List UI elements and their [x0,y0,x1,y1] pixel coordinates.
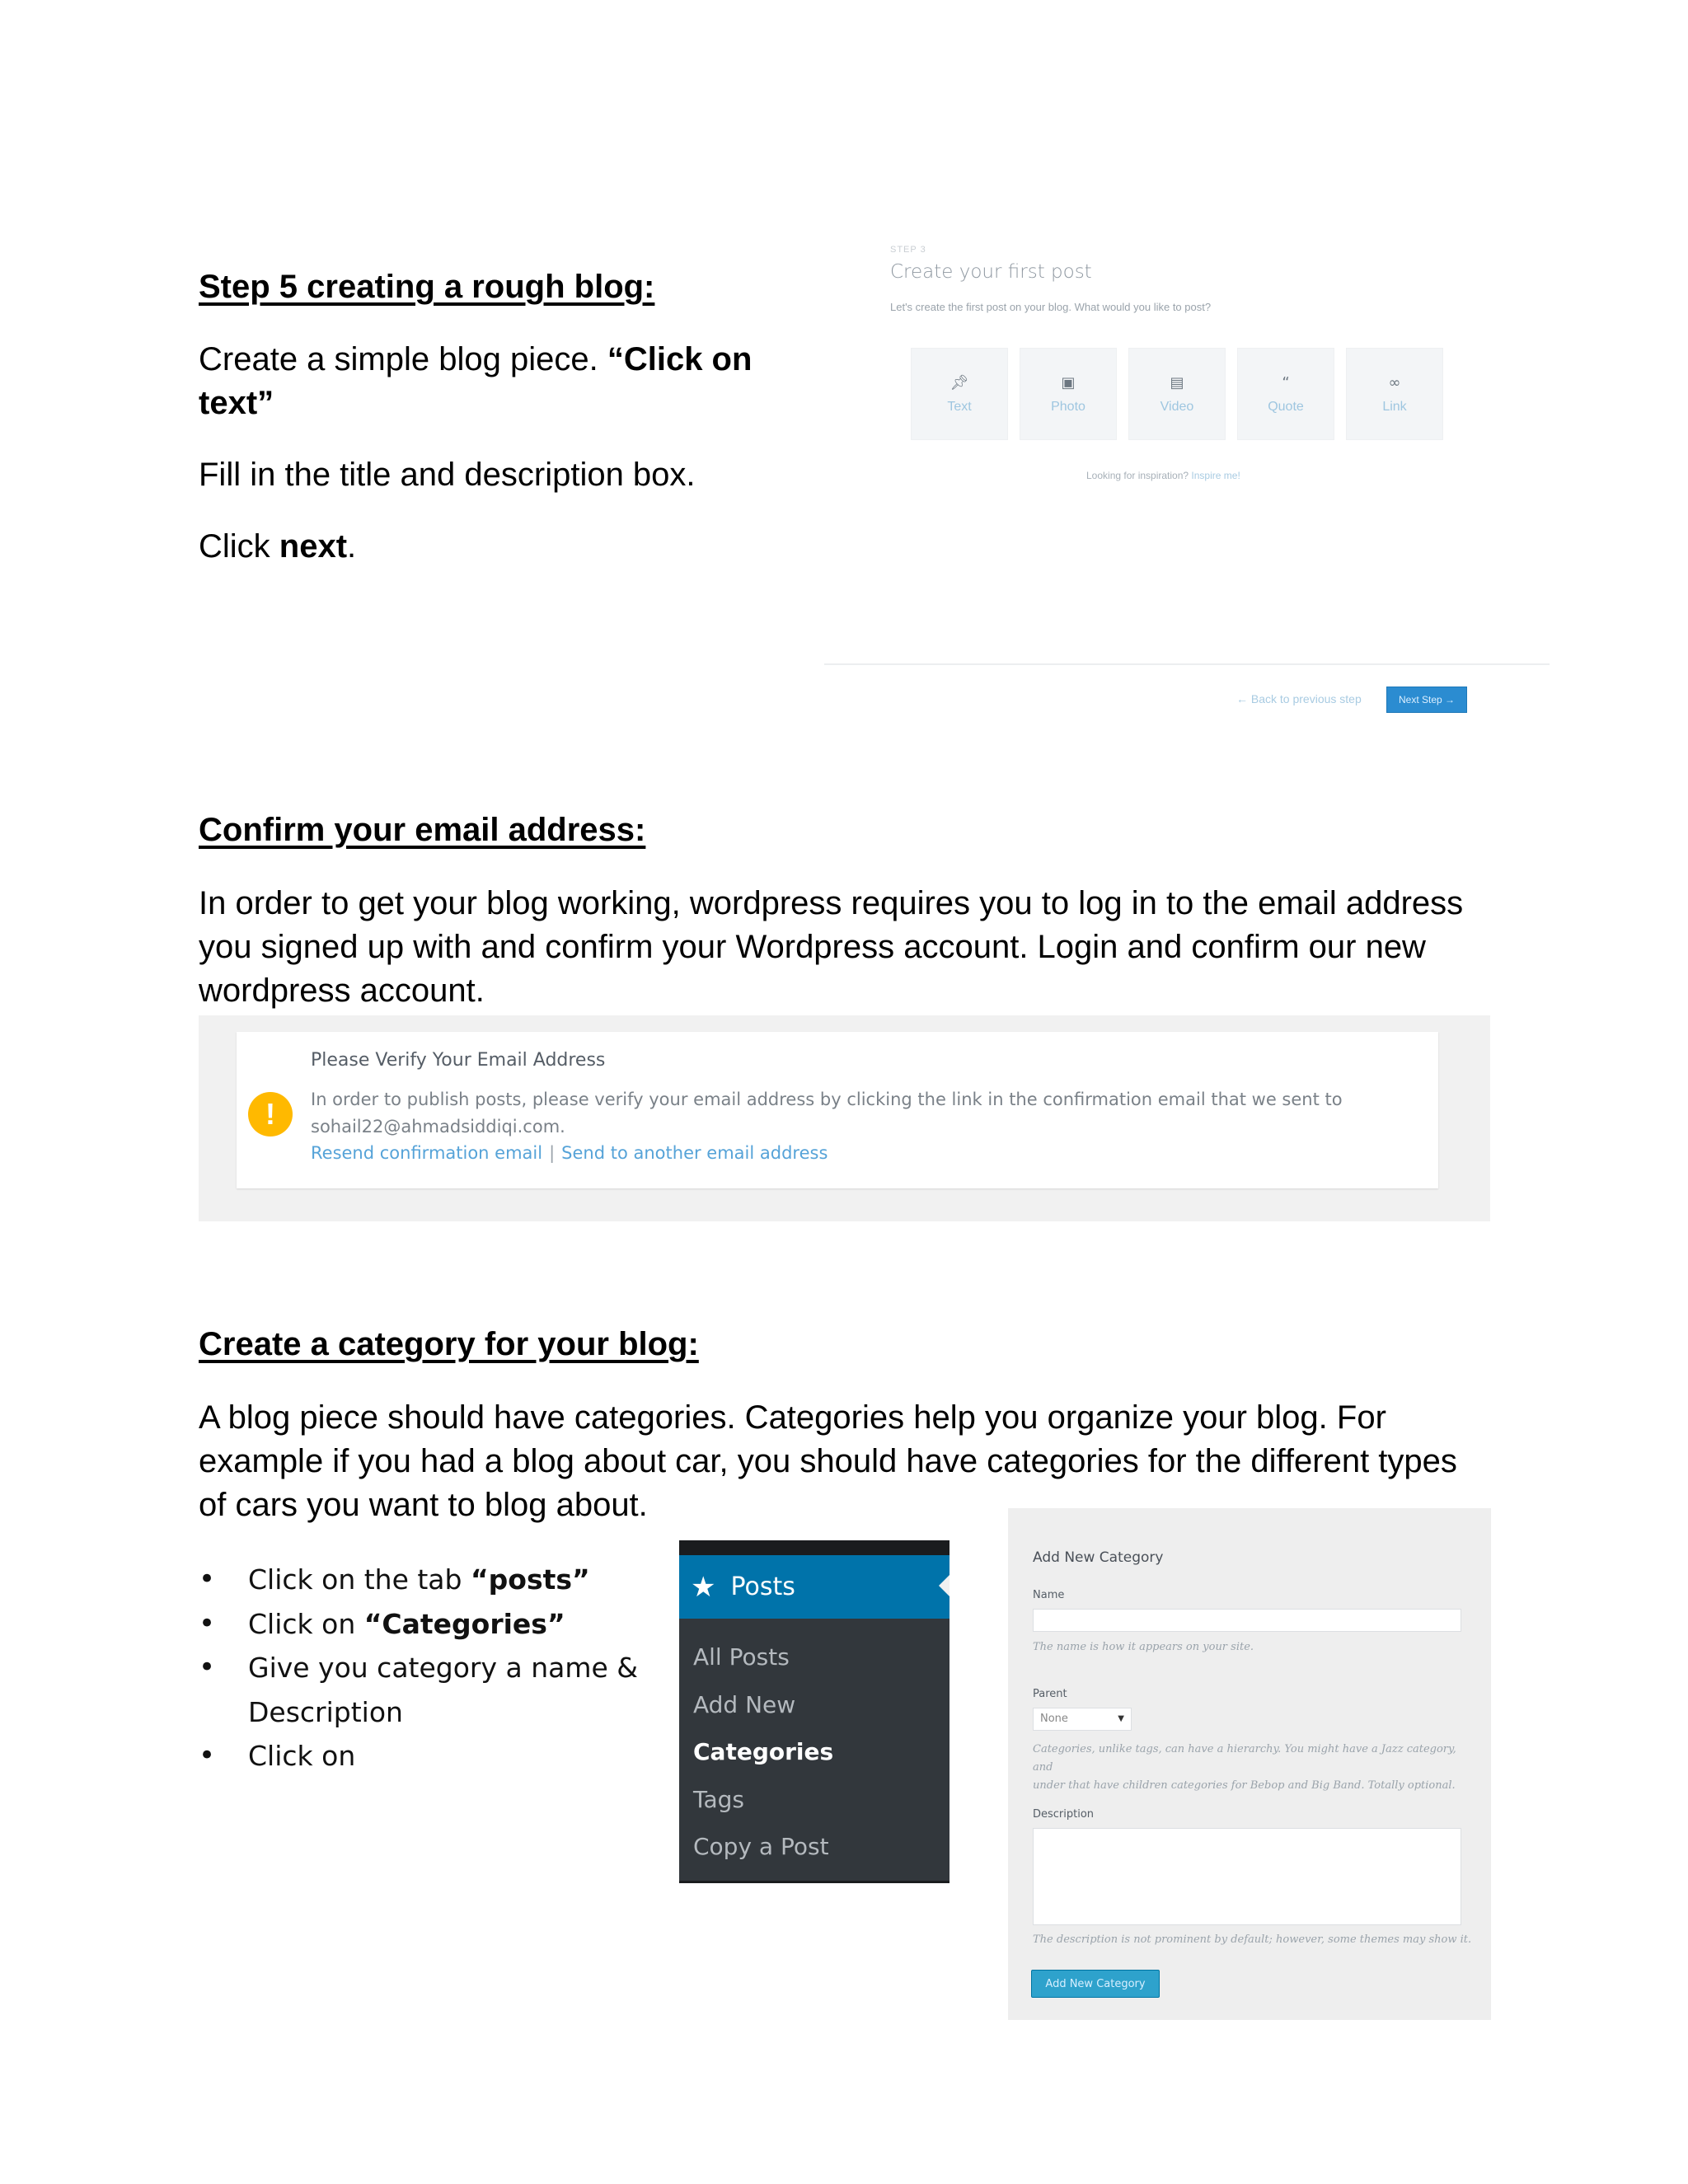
video-icon: ▤ [1170,373,1184,391]
posts-submenu [679,1619,950,1881]
next-step-button[interactable]: Next Step → [1386,687,1467,713]
warning-icon: ! [248,1092,293,1137]
step5-heading: Step 5 creating a rough blog: [199,269,655,305]
description-hint: The description is not prominent by default; however, some themes may show it. [1033,1933,1472,1946]
pin-icon: 📌︎ [950,373,969,391]
description-textarea[interactable] [1033,1828,1461,1925]
menu-item-copy-a-post[interactable]: Copy a Post [693,1833,829,1860]
name-label: Name [1033,1589,1065,1601]
verify-title: Please Verify Your Email Address [311,1050,606,1071]
category-name-input[interactable] [1033,1609,1461,1632]
menu-item-all-posts[interactable]: All Posts [693,1643,790,1671]
current-menu-arrow [939,1575,950,1596]
back-link[interactable]: ← Back to previous step [1236,692,1362,705]
first-post-screenshot [824,235,1550,729]
verify-text: In order to publish posts, please verify your email address by clicking the link in the confirmation email that we sent to sohail22@ahmadsiddiqi.com. [311,1090,1343,1137]
name-hint: The name is how it appears on your site. [1033,1641,1254,1653]
step-label: STEP 3 [890,245,926,255]
verify-email-notice [237,1032,1438,1188]
divider [824,663,1550,665]
list-item: • Click on “Categories” [199,1602,638,1647]
menu-item-add-new[interactable]: Add New [693,1690,796,1718]
category-heading: Create a category for your blog: [199,1326,699,1362]
list-item: • Click on [199,1734,638,1779]
first-post-title: Create your first post [890,261,1092,283]
category-steps-list [199,1558,638,1779]
list-item: • Give you category a name & Description [199,1646,638,1734]
first-post-subtitle: Let's create the first post on your blog. What would you like to post? [890,301,1212,313]
send-another-email-link[interactable]: Send to another email address [561,1143,828,1163]
add-category-title: Add New Category [1033,1549,1164,1566]
parent-hint: Categories, unlike tags, can have a hierarchy. You might have a Jazz category, and under that have children categories for Bebop and Big Band. Totally optional. [1033,1743,1456,1792]
confirm-heading: Confirm your email address: [199,812,646,848]
add-category-screenshot [1008,1508,1491,2020]
category-para: A blog piece should have categories. Categories help you organize your blog. For example if you had a blog about car, you should have categories for the different types of cars you want to blog about. [199,1399,1457,1523]
menu-bottom-edge [679,1881,950,1883]
pin-icon: ★ [691,1570,716,1604]
description-label: Description [1033,1808,1095,1821]
chevron-down-icon: ▼ [1118,1714,1124,1723]
menu-item-categories[interactable]: Categories [693,1738,834,1765]
posts-menu-header[interactable]: ★ Posts [679,1555,950,1619]
post-type-quote[interactable]: “ Quote [1237,348,1334,440]
link-icon: ∞ [1388,373,1401,391]
inspire-me-link[interactable]: Inspire me! [1191,470,1240,481]
post-type-link[interactable]: ∞ Link [1346,348,1443,440]
post-type-text[interactable]: 📌︎ Text [911,348,1008,440]
add-new-category-button[interactable]: Add New Category [1031,1970,1160,1998]
confirm-para: In order to get your blog working, wordpress requires you to log in to the email address you signed up with and confirm your Wordpress account. Login and confirm our new wordpress account. [199,885,1464,1009]
step5-para-3: Click next. [199,528,357,565]
inspiration-line: Looking for inspiration? Inspire me! [1086,470,1240,481]
menu-item-tags[interactable]: Tags [693,1785,744,1813]
verify-email-screenshot [199,1015,1490,1221]
step5-para-2: Fill in the title and description box. [199,457,696,493]
post-type-video[interactable]: ▤ Video [1128,348,1226,440]
quote-icon: “ [1282,373,1290,391]
verify-links: Resend confirmation email | Send to another email address [311,1143,828,1163]
parent-label: Parent [1033,1688,1067,1700]
parent-select[interactable]: None ▼ [1033,1708,1132,1731]
posts-menu-screenshot [679,1540,950,1883]
admin-bar [679,1540,950,1555]
step5-para-1: Create a simple blog piece. “Click on text” [199,341,753,421]
post-type-options [911,348,1443,440]
resend-confirmation-link[interactable]: Resend confirmation email [311,1143,543,1163]
list-item: • Click on the tab “posts” [199,1558,638,1602]
post-type-photo[interactable]: ▣ Photo [1020,348,1117,440]
camera-icon: ▣ [1061,373,1076,391]
